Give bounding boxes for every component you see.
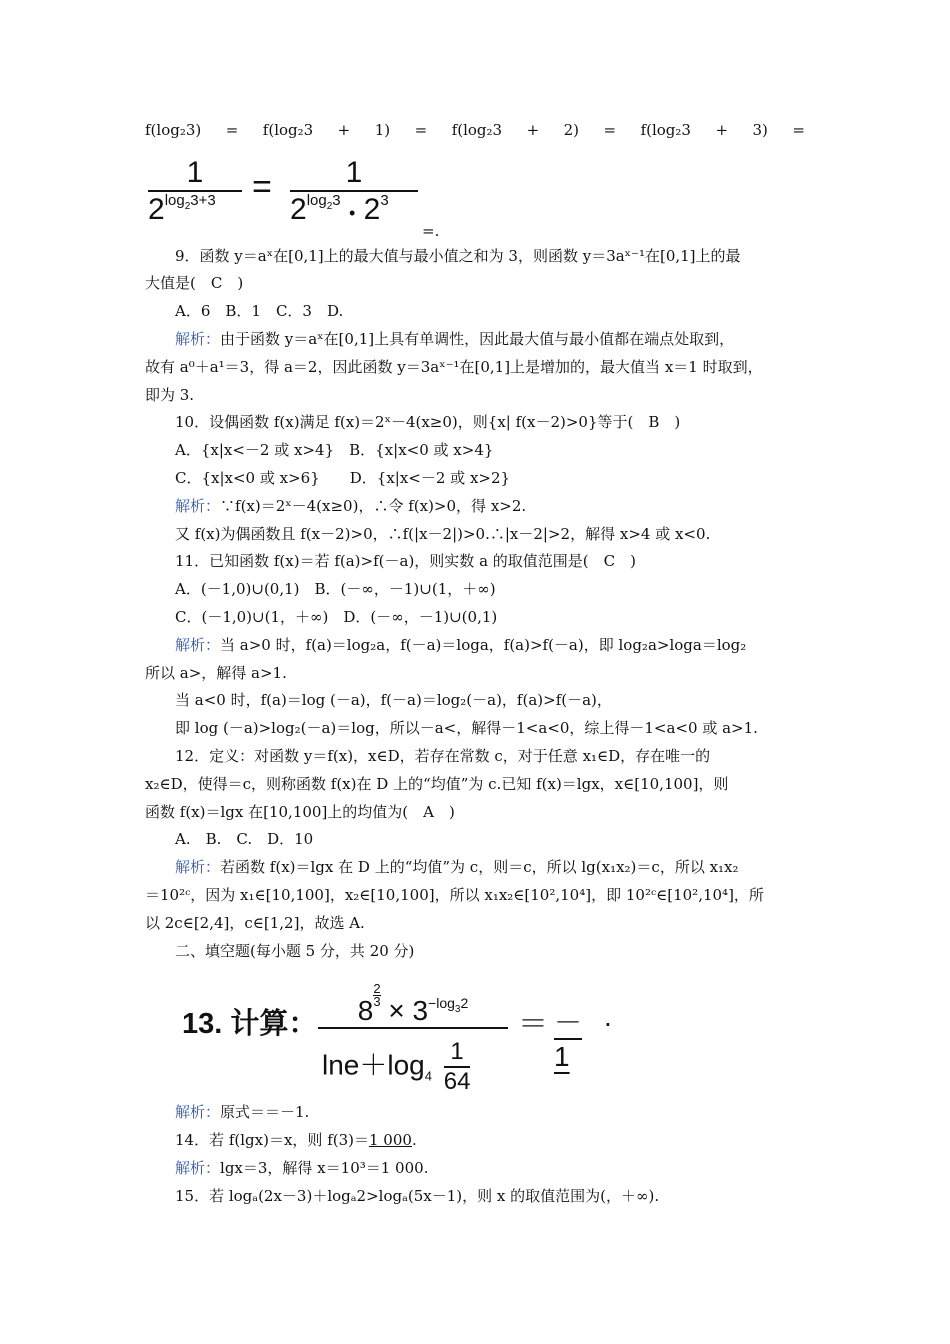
fraction-2 — [290, 156, 418, 231]
options-12: A. B. C. D．10 — [175, 830, 314, 848]
question-9-cont: 大值是( C ) — [145, 274, 244, 292]
question-15: 15．若 logₐ(2x－3)＋logₐ2>logₐ(5x－1)，则 x 的取值范围为(，＋∞). — [175, 1187, 660, 1205]
eq-term: = — [792, 121, 805, 139]
question-14: 14．若 f(lgx)＝x，则 f(3)＝1 000. — [175, 1131, 417, 1149]
question-12-cont: 函数 f(x)＝lgx 在[10,100]上的均值为( A ) — [145, 803, 455, 821]
eq-term: 1) — [374, 121, 391, 139]
fraction-1 — [148, 156, 242, 228]
solution-12-cont: 以 2c∈[2,4]，c∈[1,2]，故选 A. — [145, 914, 365, 932]
equals-sign: = — [252, 168, 272, 206]
solution-label: 解析： — [175, 1159, 221, 1177]
solution-12: 解析：若函数 f(x)＝lgx 在 D 上的“均值”为 c，则＝c，所以 lg(x₁x₂)＝c，所以 x₁x₂ — [175, 858, 739, 876]
eq-term: + — [337, 121, 351, 139]
eq-term: + — [715, 121, 729, 139]
solution-11: 解析：当 a>0 时，f(a)＝log₂a，f(－a)＝loga，f(a)>f(－a)，即 log₂a>loga＝log₂ — [175, 636, 747, 654]
fraction-denominator: $2^{log_23}$ • $2^3$ — [290, 192, 389, 226]
solution-12-cont: ＝10²ᶜ，因为 x₁∈[10,100]，x₂∈[10,100]，所以 x₁x₂∈[10²,10⁴]，即 10²ᶜ∈[10²,10⁴]，所 — [145, 886, 764, 904]
equation-row-0 — [145, 121, 805, 139]
question-12-cont: x₂∈D，使得＝c，则称函数 f(x)在 D 上的“均值”为 c.已知 f(x)＝lgx，x∈[10,100]，则 — [145, 775, 729, 793]
solution-10-cont: 又 f(x)为偶函数且 f(x－2)>0，∴f(|x－2|)>0.∴|x－2|>2，解得 x>4 或 x<0. — [175, 525, 711, 543]
solution-label: 解析： — [175, 636, 221, 654]
formula-equals: ＝ — [518, 1008, 548, 1041]
solution-label: 解析： — [175, 330, 221, 348]
section-heading: 二、填空题(每小题 5 分，共 20 分) — [175, 942, 415, 960]
solution-9-cont: 即为 3. — [145, 386, 195, 404]
eq-term: f(log₂3 — [451, 121, 503, 139]
answer-14: 1 000 — [369, 1131, 412, 1149]
solution-14: 解析：lgx＝3，解得 x＝10³＝1 000. — [175, 1159, 429, 1177]
formula-answer: －1 — [554, 1007, 583, 1072]
solution-11-cont: 即 log (－a)>log₂(－a)＝log，所以－a<，解得－1<a<0，综上得－1<a<0 或 a>1. — [175, 719, 758, 737]
options-10: A．{x|x<－2 或 x>4} B．{x|x<0 或 x>4} — [175, 441, 494, 459]
solution-10: 解析：∵f(x)＝2ˣ－4(x≥0)，∴令 f(x)>0，得 x>2. — [175, 497, 527, 515]
solution-label: 解析： — [175, 497, 221, 515]
eq-term: f(log₂3) — [145, 121, 202, 139]
fraction-denominator: $2^{log_23+3}$ — [148, 192, 216, 226]
question-11: 11．已知函数 f(x)＝若 f(a)>f(－a)，则实数 a 的取值范围是( C ) — [175, 552, 636, 570]
options-11: A．(－1,0)∪(0,1) B．(－∞，－1)∪(1，＋∞) — [175, 580, 496, 598]
solution-label: 解析： — [175, 1103, 221, 1121]
formula-denominator: $\ln e+\log_4$ $\frac{1}{64}$ — [322, 1038, 471, 1095]
eq-term: = — [414, 121, 428, 139]
options-10: C．{x|x<0 或 x>6} D．{x|x<－2 或 x>2} — [175, 469, 511, 487]
eq-term: 2) — [563, 121, 580, 139]
solution-label: 解析： — [175, 858, 221, 876]
question-10: 10．设偶函数 f(x)满足 f(x)＝2ˣ－4(x≥0)，则{x| f(x－2)>0}等于( B ) — [175, 413, 681, 431]
options-9: A．6 B．1 C．3 D. — [175, 302, 344, 320]
solution-11-cont: 所以 a>，解得 a>1. — [145, 664, 287, 682]
question-13-label: 13. 计算： — [182, 1008, 318, 1040]
eq-term: + — [526, 121, 540, 139]
formula-numerator: 8 $\frac{2}{3}$ × $3^{-log_32}$ — [357, 981, 469, 1026]
solution-11-cont: 当 a<0 时，f(a)＝log (－a)，f(－a)＝log₂(－a)，f(a)>f(－a)， — [175, 691, 612, 709]
formula-bar — [318, 1027, 508, 1029]
solution-13: 解析：原式＝＝－1. — [175, 1103, 310, 1121]
question-12: 12．定义：对函数 y＝f(x)，x∈D，若存在常数 c，对于任意 x₁∈D，存在唯一的 — [175, 747, 711, 765]
fraction-tail: =. — [422, 222, 440, 240]
formula-dot: . — [604, 1001, 612, 1032]
eq-term: = — [603, 121, 617, 139]
eq-term: 3) — [752, 121, 768, 139]
eq-term: f(log₂3 — [640, 121, 691, 139]
question-9: 9．函数 y＝aˣ在[0,1]上的最大值与最小值之和为 3，则函数 y＝3aˣ⁻¹在[0,1]上的最 — [175, 247, 741, 265]
fraction-numerator: 1 — [345, 156, 363, 189]
fraction-numerator: 1 — [186, 156, 204, 189]
options-11: C．(－1,0)∪(1，＋∞) D．(－∞，－1)∪(0,1) — [175, 608, 498, 626]
solution-9-cont: 故有 a⁰＋a¹＝3，得 a＝2，因此函数 y＝3aˣ⁻¹在[0,1]上是增加的，最大值当 x＝1 时取到， — [145, 358, 763, 376]
eq-term: = — [225, 121, 239, 139]
solution-9: 解析：由于函数 y＝aˣ在[0,1]上具有单调性，因此最大值与最小值都在端点处取到， — [175, 330, 735, 348]
eq-term: f(log₂3 — [262, 121, 314, 139]
